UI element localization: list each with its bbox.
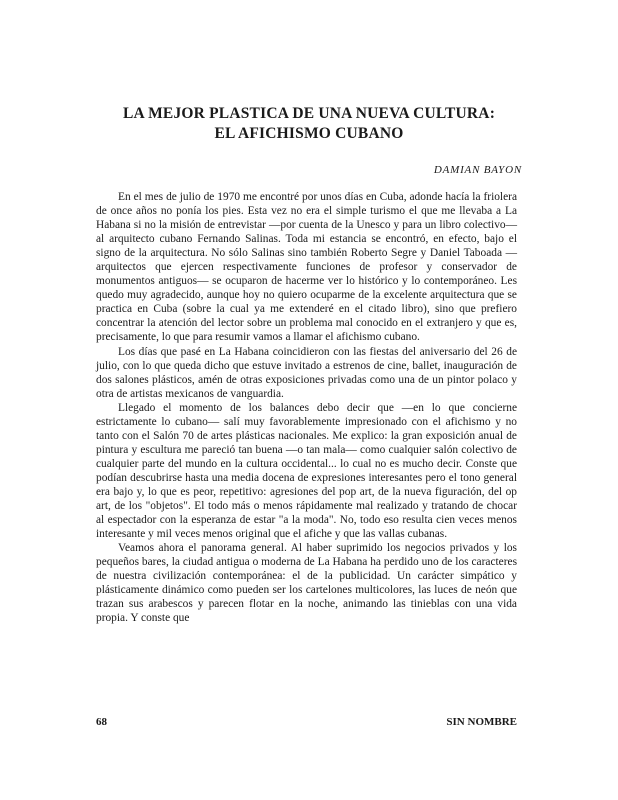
- article-title: [100, 104, 518, 144]
- paragraph: Los días que pasé en La Habana coincidieron con las fiestas del aniversario del 26 de julio, con lo que queda dicho que estuve invitado a estrenos de cine, ballet, inauguración de dos salones plásticos, amén de otras exposiciones privadas como una de un pintor polaco y otra de artistas mexicanos de vanguardia.: [96, 345, 517, 400]
- author-name: DAMIAN BAYON: [433, 164, 522, 176]
- title-line-1: LA MEJOR PLASTICA DE UNA NUEVA CULTURA:: [122, 105, 496, 122]
- magazine-name: SIN NOMBRE: [446, 716, 517, 728]
- page-number: 68: [96, 716, 107, 728]
- paragraph: Veamos ahora el panorama general. Al haber suprimido los negocios privados y los pequeños bares, la ciudad antigua o moderna de La Habana ha perdido uno de los caracteres de nuestra civilización contemporánea: el de la publicidad. Un carácter simpático y plásticamente dinámico como pueden ser los cartelones multicolores, las luces de neón que trazan sus arabescos y parecen flotar en la noche, animando las tinieblas con una vida propia. Y conste que: [96, 542, 517, 625]
- title-line-2: EL AFICHISMO CUBANO: [214, 125, 404, 142]
- article-body: [96, 190, 517, 625]
- paragraph: Llegado el momento de los balances debo decir que —en lo que concierne estrictamente lo cubano— salí muy favorablemente impresionado con el afichismo y no tanto con el Salón 70 de artes plásticas nacionales. Me explico: la gran exposición anual de pintura y escultura me pareció tan buena —o tan mala— como cualquier salón colectivo de cualquier parte del mundo en la cultura occidental... lo cual no es mucho decir. Conste que podían descubrirse hasta una media docena de expresiones interesantes pero el tono general era bajo y, lo que es peor, repetitivo: agresiones del pop art, de la nueva figuración, del op art, de los "objetos". El todo más o menos rápidamente mal realizado y tratando de chocar al espectador con la esperanza de estar "a la moda". No, todo eso resulta cien veces menos interesante y mil veces menos original que el afiche y que las vallas cubanas.: [96, 401, 517, 541]
- paragraph: En el mes de julio de 1970 me encontré por unos días en Cuba, adonde hacía la friolera de once años no ponía los pies. Esta vez no era el simple turismo el que me llevaba a La Habana si no la misión de entrevistar —por cuenta de la Unesco y para un libro colectivo— al arquitecto cubano Fernando Salinas. Toda mi estancia se encontró, en efecto, bajo el signo de la arquitectura. No sólo Salinas sino también Roberto Segre y Daniel Taboada —arquitectos que ejercen respectivamente funciones de profesor y conservador de monumentos antiguos— se ocuparon de hacerme ver lo histórico y lo contemporáneo. Les quedo muy agradecido, aunque hoy no quiero ocuparme de la excelente arquitectura que se practica en Cuba (sobre la cual ya me extenderé en el citado libro), sino que prefiero concentrar la atención del lector sobre un problema mal conocido en el extranjero y que es, precisamente, lo que para resumir vamos a llamar el afichismo cubano.: [96, 191, 517, 344]
